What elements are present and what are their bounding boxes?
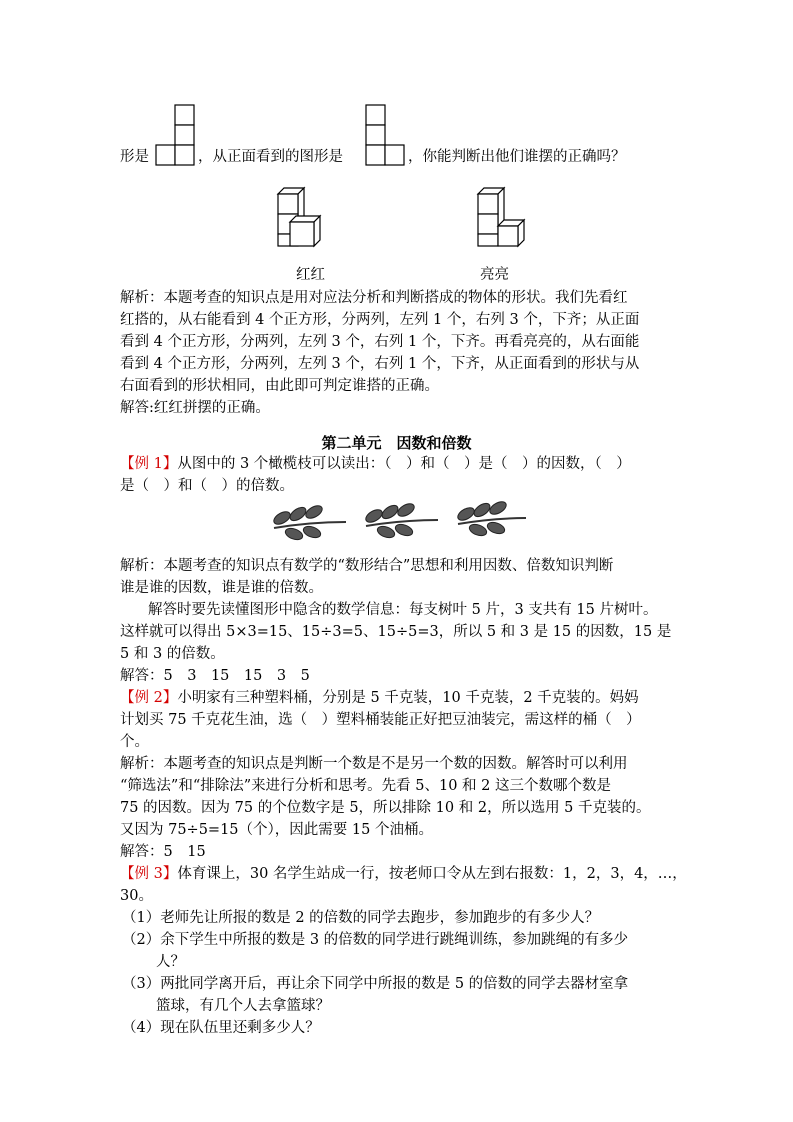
sub-question-cont: 篮球，有几个人去拿篮球？ bbox=[156, 998, 330, 1014]
unit-title: 第二单元 因数和倍数 bbox=[321, 434, 472, 452]
analysis-line: 红搭的，从右能看到 4 个正方形，分两列，左列 1 个，右列 3 个，下齐；从正面 bbox=[120, 312, 640, 328]
analysis-line: 解析：本题考查的知识点有数学的“数形结合”思想和利用因数、倍数知识判断 bbox=[120, 558, 614, 574]
example-3-question bbox=[120, 864, 687, 884]
sub-question: （1）老师先让所报的数是 2 的倍数的同学去跑步，参加跑步的有多少人？ bbox=[122, 910, 600, 926]
text-segment: 形是 bbox=[120, 149, 149, 165]
analysis-line: 右面看到的形状相同，由此即可判定谁搭的正确。 bbox=[120, 378, 439, 394]
sub-question: （2）余下学生中所报的数是 3 的倍数的同学进行跳绳训练，参加跳绳的有多少 bbox=[122, 932, 629, 948]
text-segment: ，你能判断出他们谁摆的正确吗？ bbox=[408, 149, 626, 165]
right-view-figure bbox=[154, 104, 196, 166]
analysis-line: “筛选法”和“排除法”来进行分析和思考。先看 5、10 和 2 这三个数哪个数是 bbox=[120, 778, 611, 794]
analysis-line: 又因为 75÷5=15（个），因此需要 15 个油桶。 bbox=[120, 822, 433, 838]
caption-liangliang: 亮亮 bbox=[480, 267, 509, 283]
example-tag: 【例 3】 bbox=[120, 866, 178, 882]
paragraph-line: 5 和 3 的倍数。 bbox=[120, 646, 225, 662]
example-1-question bbox=[120, 454, 631, 474]
analysis-line: 解析：本题考查的知识点是判断一个数是不是另一个数的因数。解答时可以利用 bbox=[120, 756, 628, 772]
sub-question: （4）现在队伍里还剩多少人？ bbox=[122, 1020, 320, 1036]
example-tag: 【例 1】 bbox=[120, 456, 178, 472]
question-text: 从图中的 3 个橄榄枝可以读出：（ ）和（ ）是（ ）的因数，（ ） bbox=[177, 456, 631, 472]
example-2-question bbox=[120, 688, 639, 708]
caption-honghong: 红红 bbox=[296, 267, 325, 283]
analysis-line: 看到 4 个正方形，分两列，左列 3 个，右列 1 个，下齐。再看亮亮的，从右面能 bbox=[120, 334, 640, 350]
olive-branches-figure bbox=[270, 500, 526, 542]
question-text: 30。 bbox=[120, 888, 153, 904]
question-text: 小明家有三种塑料桶，分别是 5 千克装，10 千克装，2 千克装的。妈妈 bbox=[177, 690, 639, 706]
question-text: 体育课上，30 名学生站成一行，按老师口令从左到右报数：1，2，3，4，…， bbox=[177, 866, 687, 882]
liangliang-cubes bbox=[476, 186, 526, 248]
question-text: 个。 bbox=[120, 734, 149, 750]
question-text: 计划买 75 千克花生油，选（ ）塑料桶装能正好把豆油装完，需这样的桶（ ） bbox=[120, 712, 641, 728]
answer-line: 解答：5 15 bbox=[120, 844, 206, 860]
question-line bbox=[120, 147, 149, 167]
sub-question-cont: 人？ bbox=[156, 954, 185, 970]
paragraph-line: 解答时要先读懂图形中隐含的数学信息：每支树叶 5 片，3 支共有 15 片树叶。 bbox=[148, 602, 658, 618]
question-line-mid bbox=[198, 147, 343, 167]
analysis-line: 解析：本题考查的知识点是用对应法分析和判断搭成的物体的形状。我们先看红 bbox=[120, 290, 628, 306]
honghong-cubes bbox=[276, 186, 326, 248]
analysis-line: 谁是谁的因数，谁是谁的倍数。 bbox=[120, 580, 323, 596]
answer-line: 解答:红红拼摆的正确。 bbox=[120, 400, 270, 416]
example-tag: 【例 2】 bbox=[120, 690, 178, 706]
question-line-end bbox=[408, 147, 626, 167]
text-segment: ，从正面看到的图形是 bbox=[198, 149, 343, 165]
paragraph-line: 这样就可以得出 5×3=15、15÷3=5、15÷5=3，所以 5 和 3 是 15 的因数，15 是 bbox=[120, 624, 672, 640]
question-text: 是（ ）和（ ）的倍数。 bbox=[120, 478, 294, 494]
analysis-line: 看到 4 个正方形，分两列，左列 3 个，右列 1 个，下齐，从正面看到的形状与从 bbox=[120, 356, 640, 372]
front-view-figure bbox=[364, 104, 406, 166]
sub-question: （3）两批同学离开后，再让余下同学中所报的数是 5 的倍数的同学去器材室拿 bbox=[122, 976, 629, 992]
answer-line: 解答：5 3 15 15 3 5 bbox=[120, 668, 310, 684]
analysis-line: 75 的因数。因为 75 的个位数字是 5，所以排除 10 和 2，所以选用 5 千克装的。 bbox=[120, 800, 651, 816]
